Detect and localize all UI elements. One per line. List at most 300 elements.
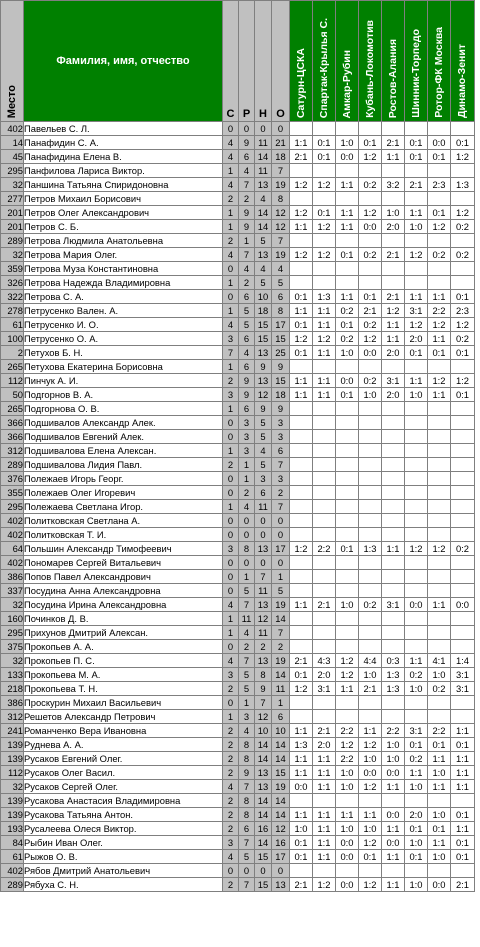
result-cell	[451, 556, 475, 570]
result-cell: 0:0	[336, 150, 359, 164]
place-cell: 386	[1, 570, 24, 584]
stat-cell: 0	[223, 864, 239, 878]
result-cell: 1:1	[405, 654, 428, 668]
result-cell	[313, 500, 336, 514]
result-cell	[382, 360, 405, 374]
stat-cell: 3	[255, 472, 272, 486]
table-row	[1, 122, 475, 136]
result-cell: 1:2	[451, 374, 475, 388]
table-row	[1, 206, 475, 220]
result-cell	[336, 430, 359, 444]
place-cell: 218	[1, 682, 24, 696]
place-cell: 32	[1, 248, 24, 262]
result-cell	[405, 710, 428, 724]
result-cell: 0:2	[359, 178, 382, 192]
stat-cell: 0	[239, 864, 255, 878]
result-cell	[290, 458, 313, 472]
result-cell: 1:3	[290, 738, 313, 752]
table-row	[1, 332, 475, 346]
result-cell: 1:2	[336, 654, 359, 668]
stat-cell: 12	[255, 612, 272, 626]
place-cell: 278	[1, 304, 24, 318]
result-cell	[405, 444, 428, 458]
stat-cell: 4	[223, 850, 239, 864]
result-cell: 2:1	[313, 724, 336, 738]
stat-cell: 8	[255, 668, 272, 682]
stat-cell: 3	[239, 710, 255, 724]
place-cell: 201	[1, 206, 24, 220]
result-cell	[313, 402, 336, 416]
result-cell: 0:1	[451, 836, 475, 850]
stat-header: Р	[239, 1, 255, 122]
stat-cell: 5	[255, 416, 272, 430]
name-cell: Решетов Александр Петрович	[24, 710, 223, 724]
result-cell: 1:1	[405, 290, 428, 304]
name-cell: Посудина Анна Александровна	[24, 584, 223, 598]
result-cell	[451, 514, 475, 528]
stat-cell: 0	[223, 430, 239, 444]
result-cell: 0:1	[290, 836, 313, 850]
stat-cell: 2	[223, 878, 239, 892]
stat-cell: 0	[223, 472, 239, 486]
stat-cell: 4	[239, 626, 255, 640]
result-cell: 1:0	[359, 822, 382, 836]
stat-cell: 19	[272, 780, 290, 794]
place-cell: 375	[1, 640, 24, 654]
table-row	[1, 822, 475, 836]
stat-cell: 5	[255, 276, 272, 290]
result-cell: 0:2	[405, 668, 428, 682]
result-cell: 0:0	[382, 766, 405, 780]
stat-cell: 17	[272, 542, 290, 556]
stat-cell: 7	[239, 878, 255, 892]
result-cell: 2:0	[313, 738, 336, 752]
stat-cell: 4	[223, 598, 239, 612]
stat-cell: 0	[239, 556, 255, 570]
result-cell: 1:1	[336, 206, 359, 220]
stat-cell: 7	[239, 780, 255, 794]
result-cell: 1:1	[313, 374, 336, 388]
result-cell: 1:1	[313, 780, 336, 794]
result-cell	[405, 584, 428, 598]
name-cell: Рябуха С. Н.	[24, 878, 223, 892]
result-cell	[336, 794, 359, 808]
result-cell	[405, 570, 428, 584]
result-cell	[405, 402, 428, 416]
result-cell	[313, 360, 336, 374]
result-cell: 1:1	[290, 374, 313, 388]
result-cell	[382, 276, 405, 290]
result-cell	[382, 192, 405, 206]
place-cell: 61	[1, 318, 24, 332]
stat-cell: 16	[272, 836, 290, 850]
result-cell: 0:1	[428, 346, 451, 360]
stat-cell: 1	[223, 220, 239, 234]
stat-cell: 9	[239, 206, 255, 220]
result-cell: 0:1	[336, 542, 359, 556]
result-cell	[451, 430, 475, 444]
name-cell: Политковская Т. И.	[24, 528, 223, 542]
result-cell	[313, 444, 336, 458]
result-cell	[405, 276, 428, 290]
stat-cell: 9	[272, 360, 290, 374]
result-cell: 3:2	[382, 178, 405, 192]
result-cell	[313, 234, 336, 248]
stat-cell: 12	[255, 388, 272, 402]
stat-cell: 18	[272, 150, 290, 164]
table-row	[1, 402, 475, 416]
result-cell: 1:2	[405, 318, 428, 332]
result-cell: 1:2	[336, 738, 359, 752]
stat-cell: 14	[255, 752, 272, 766]
stat-cell: 14	[255, 738, 272, 752]
stat-cell: 0	[223, 640, 239, 654]
match-header: Кубань-Локомотив	[359, 1, 382, 122]
stat-cell: 9	[239, 136, 255, 150]
result-cell: 1:1	[313, 752, 336, 766]
result-cell	[405, 472, 428, 486]
result-cell: 2:2	[428, 304, 451, 318]
stat-cell: 5	[255, 458, 272, 472]
stat-cell: 1	[239, 458, 255, 472]
result-cell	[405, 528, 428, 542]
stat-cell: 3	[223, 542, 239, 556]
stat-cell: 2	[223, 822, 239, 836]
result-cell: 2:3	[428, 178, 451, 192]
result-cell	[313, 276, 336, 290]
result-cell	[451, 710, 475, 724]
stat-cell: 4	[223, 178, 239, 192]
result-cell: 1:1	[451, 780, 475, 794]
stat-cell: 0	[223, 290, 239, 304]
table-row	[1, 486, 475, 500]
result-cell: 0:0	[336, 850, 359, 864]
stat-cell: 10	[272, 724, 290, 738]
place-cell: 312	[1, 710, 24, 724]
table-row	[1, 290, 475, 304]
table-row	[1, 570, 475, 584]
result-cell	[290, 192, 313, 206]
result-cell	[428, 640, 451, 654]
result-cell	[313, 458, 336, 472]
result-cell: 2:1	[359, 304, 382, 318]
result-cell	[451, 794, 475, 808]
result-cell: 2:1	[382, 248, 405, 262]
result-cell	[313, 584, 336, 598]
place-cell: 277	[1, 192, 24, 206]
stat-cell: 1	[223, 612, 239, 626]
result-cell	[336, 584, 359, 598]
stat-cell: 19	[272, 654, 290, 668]
place-cell: 139	[1, 752, 24, 766]
stat-cell: 2	[239, 192, 255, 206]
result-cell: 1:0	[336, 346, 359, 360]
result-cell: 0:1	[405, 738, 428, 752]
result-cell: 1:1	[428, 388, 451, 402]
header-row	[1, 1, 475, 122]
stat-cell: 1	[223, 206, 239, 220]
result-cell	[428, 416, 451, 430]
stat-cell: 7	[272, 626, 290, 640]
stat-cell: 9	[239, 388, 255, 402]
result-cell: 1:2	[428, 220, 451, 234]
result-cell	[336, 626, 359, 640]
table-row	[1, 752, 475, 766]
stat-cell: 1	[223, 164, 239, 178]
stat-cell: 8	[239, 738, 255, 752]
place-cell: 337	[1, 584, 24, 598]
result-cell	[428, 402, 451, 416]
name-cell: Романченко Вера Ивановна	[24, 724, 223, 738]
table-row	[1, 276, 475, 290]
result-cell	[428, 430, 451, 444]
result-cell: 1:2	[428, 542, 451, 556]
result-cell: 0:1	[290, 850, 313, 864]
result-cell	[451, 458, 475, 472]
name-cell: Русакова Татьяна Антон.	[24, 808, 223, 822]
place-cell: 32	[1, 780, 24, 794]
result-cell	[359, 262, 382, 276]
result-cell	[290, 276, 313, 290]
place-cell: 402	[1, 864, 24, 878]
result-cell: 1:1	[313, 850, 336, 864]
table-row	[1, 766, 475, 780]
place-cell: 133	[1, 668, 24, 682]
result-cell	[451, 640, 475, 654]
stat-cell: 4	[255, 444, 272, 458]
result-cell: 0:2	[359, 248, 382, 262]
stat-cell: 11	[255, 136, 272, 150]
result-cell: 1:2	[290, 332, 313, 346]
result-cell: 0:1	[428, 822, 451, 836]
result-cell	[359, 276, 382, 290]
stat-cell: 7	[239, 654, 255, 668]
stat-cell: 5	[272, 584, 290, 598]
result-cell: 1:1	[313, 346, 336, 360]
stat-cell: 5	[239, 668, 255, 682]
stat-cell: 13	[255, 780, 272, 794]
result-cell: 0:1	[290, 668, 313, 682]
place-cell: 45	[1, 150, 24, 164]
result-cell: 1:0	[382, 752, 405, 766]
result-cell: 2:0	[382, 388, 405, 402]
name-cell: Подгорнова О. В.	[24, 402, 223, 416]
place-cell: 289	[1, 234, 24, 248]
result-cell	[428, 192, 451, 206]
place-cell: 322	[1, 290, 24, 304]
result-cell: 0:1	[313, 206, 336, 220]
result-cell	[336, 612, 359, 626]
result-cell	[428, 234, 451, 248]
table-row	[1, 864, 475, 878]
result-cell: 2:1	[359, 682, 382, 696]
stat-cell: 0	[239, 514, 255, 528]
stat-cell: 10	[255, 290, 272, 304]
result-cell	[290, 556, 313, 570]
stat-cell: 9	[239, 374, 255, 388]
table-row	[1, 514, 475, 528]
result-cell	[382, 500, 405, 514]
result-cell: 1:1	[336, 178, 359, 192]
result-cell	[405, 234, 428, 248]
result-cell	[290, 234, 313, 248]
stat-cell: 4	[223, 318, 239, 332]
stat-cell: 9	[255, 682, 272, 696]
result-cell	[428, 458, 451, 472]
stat-cell: 13	[255, 346, 272, 360]
result-cell	[290, 794, 313, 808]
stat-cell: 13	[255, 766, 272, 780]
result-cell: 0:1	[405, 346, 428, 360]
result-cell: 1:1	[313, 822, 336, 836]
result-cell	[313, 164, 336, 178]
table-row	[1, 794, 475, 808]
result-cell	[428, 444, 451, 458]
result-cell: 1:1	[290, 598, 313, 612]
result-cell	[405, 164, 428, 178]
result-cell	[428, 710, 451, 724]
result-cell	[290, 444, 313, 458]
result-cell: 2:1	[382, 136, 405, 150]
result-cell: 1:1	[290, 388, 313, 402]
result-cell: 1:0	[405, 780, 428, 794]
result-cell: 0:1	[290, 318, 313, 332]
stat-cell: 14	[272, 612, 290, 626]
name-cell: Петрусенко О. А.	[24, 332, 223, 346]
result-cell: 4:3	[313, 654, 336, 668]
result-cell	[382, 472, 405, 486]
table-row	[1, 724, 475, 738]
result-cell: 2:2	[428, 724, 451, 738]
table-row	[1, 500, 475, 514]
stat-cell: 5	[272, 276, 290, 290]
stat-cell: 7	[272, 164, 290, 178]
result-cell	[382, 528, 405, 542]
result-cell: 1:1	[428, 332, 451, 346]
stat-cell: 17	[272, 318, 290, 332]
result-cell: 1:1	[313, 388, 336, 402]
result-cell: 1:2	[290, 178, 313, 192]
result-cell	[290, 360, 313, 374]
result-cell	[405, 696, 428, 710]
stat-cell: 1	[239, 234, 255, 248]
table-row	[1, 388, 475, 402]
stat-cell: 6	[272, 290, 290, 304]
result-cell: 1:0	[359, 752, 382, 766]
result-cell: 0:1	[359, 136, 382, 150]
result-cell: 1:2	[313, 178, 336, 192]
stat-cell: 3	[223, 668, 239, 682]
stat-cell: 19	[272, 178, 290, 192]
result-cell: 1:1	[428, 836, 451, 850]
result-cell	[313, 514, 336, 528]
result-cell	[405, 640, 428, 654]
stat-cell: 2	[223, 682, 239, 696]
result-cell: 2:3	[451, 304, 475, 318]
result-cell	[313, 192, 336, 206]
result-cell	[336, 122, 359, 136]
place-cell: 366	[1, 430, 24, 444]
result-cell: 0:1	[451, 850, 475, 864]
stat-cell: 0	[223, 528, 239, 542]
stat-cell: 7	[239, 178, 255, 192]
result-cell: 1:1	[336, 220, 359, 234]
result-cell: 1:3	[382, 682, 405, 696]
place-cell: 402	[1, 556, 24, 570]
place-cell: 193	[1, 822, 24, 836]
stat-cell: 3	[239, 430, 255, 444]
stat-cell: 3	[223, 836, 239, 850]
stat-cell: 2	[255, 640, 272, 654]
result-cell: 1:0	[336, 766, 359, 780]
stat-cell: 15	[272, 766, 290, 780]
stat-cell: 14	[272, 794, 290, 808]
match-header: Амкар-Рубин	[336, 1, 359, 122]
result-cell	[451, 472, 475, 486]
result-cell: 1:3	[313, 290, 336, 304]
stat-cell: 14	[255, 794, 272, 808]
stat-cell: 0	[223, 696, 239, 710]
stat-cell: 16	[255, 822, 272, 836]
name-cell: Полежаева Светлана Игор.	[24, 500, 223, 514]
result-cell	[405, 360, 428, 374]
result-cell	[428, 472, 451, 486]
table-row	[1, 472, 475, 486]
result-cell: 0:2	[428, 682, 451, 696]
stat-cell: 0	[255, 528, 272, 542]
name-cell: Петров Олег Александрович	[24, 206, 223, 220]
stat-cell: 2	[223, 724, 239, 738]
result-cell	[451, 192, 475, 206]
place-cell: 355	[1, 486, 24, 500]
result-cell	[428, 122, 451, 136]
place-cell: 84	[1, 836, 24, 850]
result-cell	[336, 486, 359, 500]
result-cell	[290, 626, 313, 640]
result-cell: 1:1	[451, 822, 475, 836]
stat-cell: 0	[223, 570, 239, 584]
result-cell: 1:1	[382, 150, 405, 164]
result-cell: 1:1	[313, 304, 336, 318]
result-cell: 1:2	[359, 332, 382, 346]
table-row	[1, 626, 475, 640]
result-cell: 2:1	[313, 598, 336, 612]
stat-cell: 15	[255, 850, 272, 864]
result-cell	[451, 584, 475, 598]
result-cell: 0:0	[336, 878, 359, 892]
result-cell	[290, 864, 313, 878]
stat-cell: 10	[255, 724, 272, 738]
result-cell: 0:2	[405, 752, 428, 766]
result-cell	[359, 864, 382, 878]
stat-cell: 14	[255, 808, 272, 822]
name-cell: Петров С. Б.	[24, 220, 223, 234]
stat-cell: 3	[239, 444, 255, 458]
name-cell: Политковская Светлана А.	[24, 514, 223, 528]
result-cell: 0:1	[428, 206, 451, 220]
result-cell: 1:1	[382, 780, 405, 794]
stat-cell: 7	[255, 570, 272, 584]
stat-cell: 14	[255, 206, 272, 220]
stat-cell: 7	[272, 500, 290, 514]
name-cell: Петрова Людмила Анатольевна	[24, 234, 223, 248]
place-cell: 402	[1, 514, 24, 528]
result-cell	[313, 486, 336, 500]
result-cell: 1:2	[359, 878, 382, 892]
place-cell: 139	[1, 808, 24, 822]
name-cell: Подшивалов Евгений Алек.	[24, 430, 223, 444]
table-row	[1, 374, 475, 388]
